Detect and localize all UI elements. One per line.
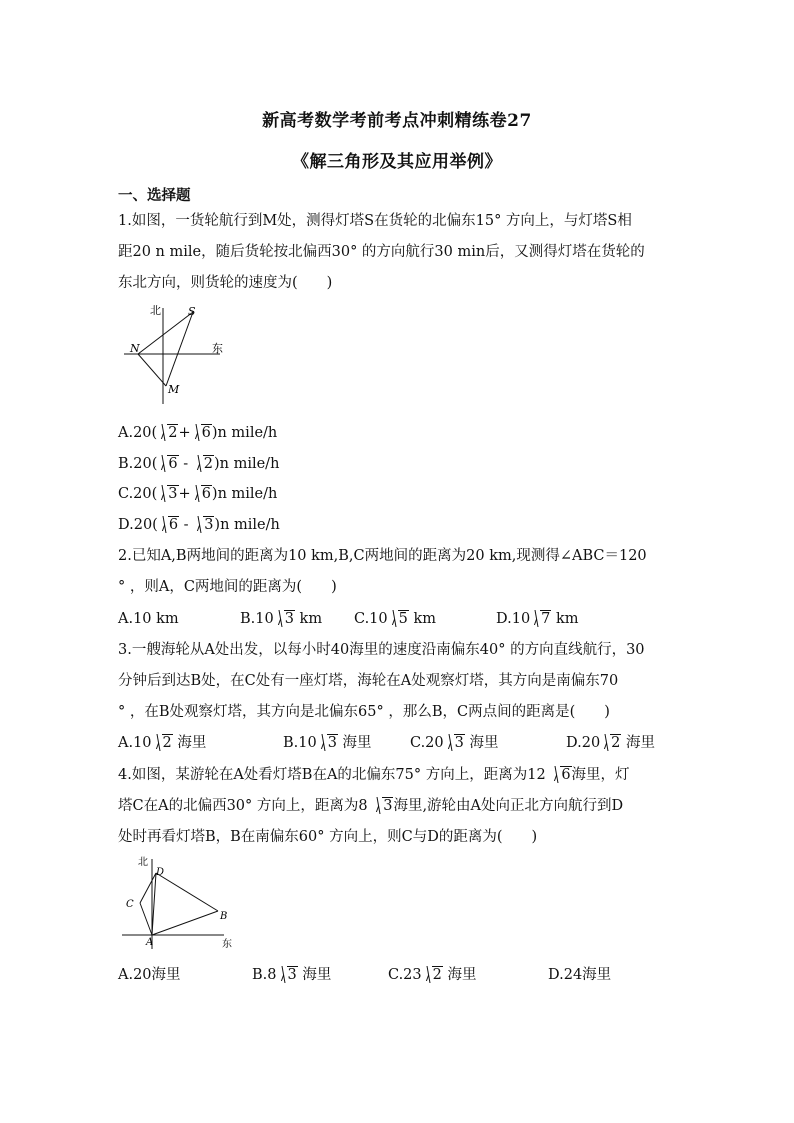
- q1-line-2: 距20 n mile，随后货轮按北偏西30° 的方向航行30 min后，又测得灯塔在货轮的: [118, 244, 645, 260]
- q4-figure: [118, 853, 248, 953]
- q4-option-a[interactable]: A.20海里: [118, 967, 181, 983]
- q3-line-3: ° ，在B处观察灯塔，其方向是北偏东65° ，那么B，C两点间的距离是( ): [118, 704, 610, 720]
- q4-fig-label-b: B: [220, 911, 228, 922]
- q2-option-b[interactable]: B.10 3 km: [240, 611, 323, 627]
- q1-option-a[interactable]: A.20( 2+ 6)n mile/h: [118, 425, 278, 441]
- q1-option-b[interactable]: B.20( 6 - 2)n mile/h: [118, 456, 280, 472]
- q3-line-2: 分钟后到达B处，在C处有一座灯塔，海轮在A处观察灯塔，其方向是南偏东70: [118, 673, 619, 689]
- q1-option-d[interactable]: D.20( 6 - 3)n mile/h: [118, 517, 280, 533]
- q1-fig-north-label: 北: [150, 304, 161, 317]
- q1-line-1: 1.如图，一货轮航行到M处，测得灯塔S在货轮的北偏东15° 方向上，与灯塔S相: [118, 213, 632, 229]
- q1-option-c[interactable]: C.20( 3+ 6)n mile/h: [118, 486, 278, 502]
- q1-figure: [118, 300, 238, 410]
- q1-line-3: 东北方向，则货轮的速度为( ): [118, 275, 333, 291]
- q4-line-2: 塔C在A的北偏西30° 方向上，距离为8 3海里,游轮由A处向正北方向航行到D: [118, 798, 624, 814]
- q3-line-1: 3.一艘海轮从A处出发，以每小时40海里的速度沿南偏东40° 的方向直线航行，30: [118, 642, 645, 658]
- q4-option-d[interactable]: D.24海里: [548, 967, 612, 983]
- q2-option-c[interactable]: C.10 5 km: [354, 611, 437, 627]
- q1-fig-east-label: 东: [212, 342, 223, 355]
- section-heading: 一、选择题: [118, 187, 191, 204]
- q4-fig-north-label: 北: [138, 857, 148, 868]
- q2-line-1: 2.已知A,B两地间的距离为10 km,B,C两地间的距离为20 km,现测得∠ABC＝120: [118, 548, 647, 564]
- q3-option-b[interactable]: B.10 3 海里: [283, 735, 372, 751]
- q4-line-1: 4.如图，某游轮在A处看灯塔B在A的北偏东75° 方向上，距离为12 6海里，灯: [118, 767, 630, 783]
- q3-option-c[interactable]: C.20 3 海里: [410, 735, 499, 751]
- q2-option-a[interactable]: A.10 km: [118, 611, 179, 627]
- q1-fig-label-n: N: [130, 342, 140, 355]
- q4-fig-east-label: 东: [222, 939, 232, 950]
- q4-fig-label-d: D: [156, 867, 165, 878]
- q4-line-3: 处时再看灯塔B，B在南偏东60° 方向上，则C与D的距离为( ): [118, 829, 538, 845]
- q4-fig-label-a: A: [146, 937, 154, 948]
- q3-option-d[interactable]: D.20 2 海里: [566, 735, 656, 751]
- q2-option-d[interactable]: D.10 7 km: [496, 611, 579, 627]
- q4-option-b[interactable]: B.8 3 海里: [252, 967, 332, 983]
- q1-fig-label-m: M: [168, 383, 180, 396]
- q3-option-a[interactable]: A.10 2 海里: [118, 735, 207, 751]
- q1-fig-label-s: S: [188, 305, 196, 318]
- exam-title: 新高考数学考前考点冲刺精练卷27: [262, 111, 532, 131]
- q4-fig-label-c: C: [126, 899, 134, 910]
- exam-subtitle: 《解三角形及其应用举例》: [292, 152, 502, 172]
- q2-line-2: ° ，则A，C两地间的距离为( ): [118, 579, 337, 595]
- q4-option-c[interactable]: C.23 2 海里: [388, 967, 477, 983]
